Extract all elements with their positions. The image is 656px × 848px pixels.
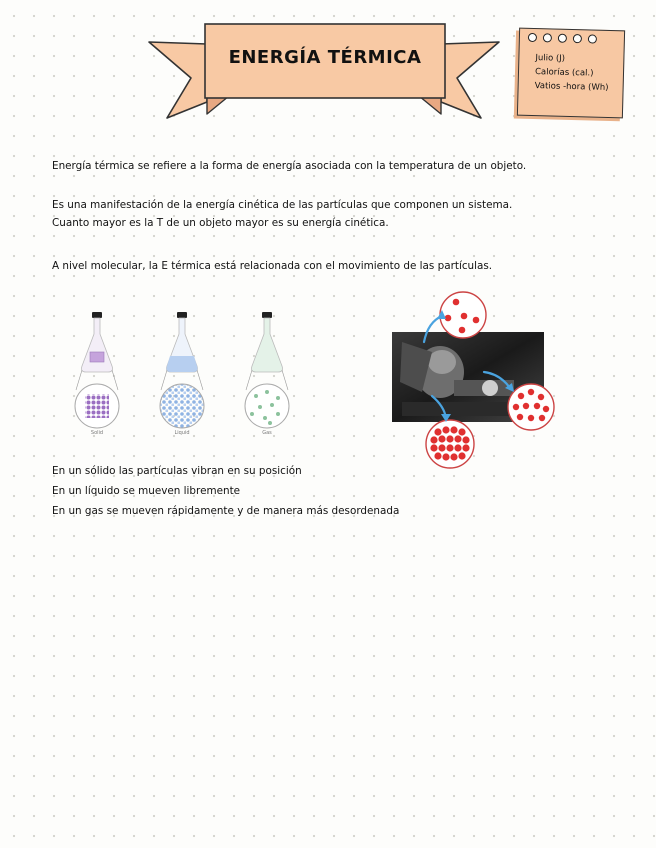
gas-description: En un gas se mueven rápidamente y de manera más desordenada <box>52 505 400 517</box>
gas-label: Gas <box>262 430 272 436</box>
particles-bubble-right <box>506 382 556 432</box>
ring-icon <box>558 34 567 43</box>
banner-right-tail <box>441 42 499 118</box>
binder-rings <box>528 33 597 44</box>
unit-watt-hour: Vatios -hora (Wh) <box>534 81 609 93</box>
liquid-flask-group <box>160 312 204 436</box>
ring-icon <box>528 33 537 42</box>
liquid-description: En un líquido se mueven libremente <box>52 485 241 497</box>
units-list <box>534 51 609 95</box>
definition-text: Energía térmica se refiere a la forma de energía asociada con la temperatura de un objeto. <box>52 160 527 172</box>
units-note <box>517 28 625 119</box>
solid-label: Solid <box>90 430 104 436</box>
liquid-label: Liquid <box>174 430 190 436</box>
solid-description: En un sólido las partículas vibran en su posición <box>52 465 302 477</box>
ring-icon <box>573 34 582 43</box>
particles-photo-figure <box>388 288 560 473</box>
particles-bubble-top <box>438 290 488 340</box>
kinetic-text-line1: Es una manifestación de la energía cinética de las partículas que componen un sistema. <box>52 199 513 211</box>
molecular-text: A nivel molecular, la E térmica está relacionada con el movimiento de las partículas. <box>52 260 493 272</box>
states-of-matter-figure <box>66 310 318 440</box>
solid-flask-group <box>75 312 119 436</box>
particles-bubble-bottom <box>424 418 476 470</box>
ring-icon <box>543 33 552 42</box>
kinetic-text-line2: Cuanto mayor es la T de un objeto mayor es su energía cinética. <box>52 217 389 229</box>
banner-left-tail <box>149 42 207 118</box>
ring-icon <box>588 34 597 43</box>
unit-joule: Julio (J) <box>535 53 566 64</box>
unit-calorie: Calorías (cal.) <box>534 67 594 79</box>
gas-flask-group <box>245 312 289 436</box>
page-title: ENERGÍA TÉRMICA <box>228 46 422 68</box>
